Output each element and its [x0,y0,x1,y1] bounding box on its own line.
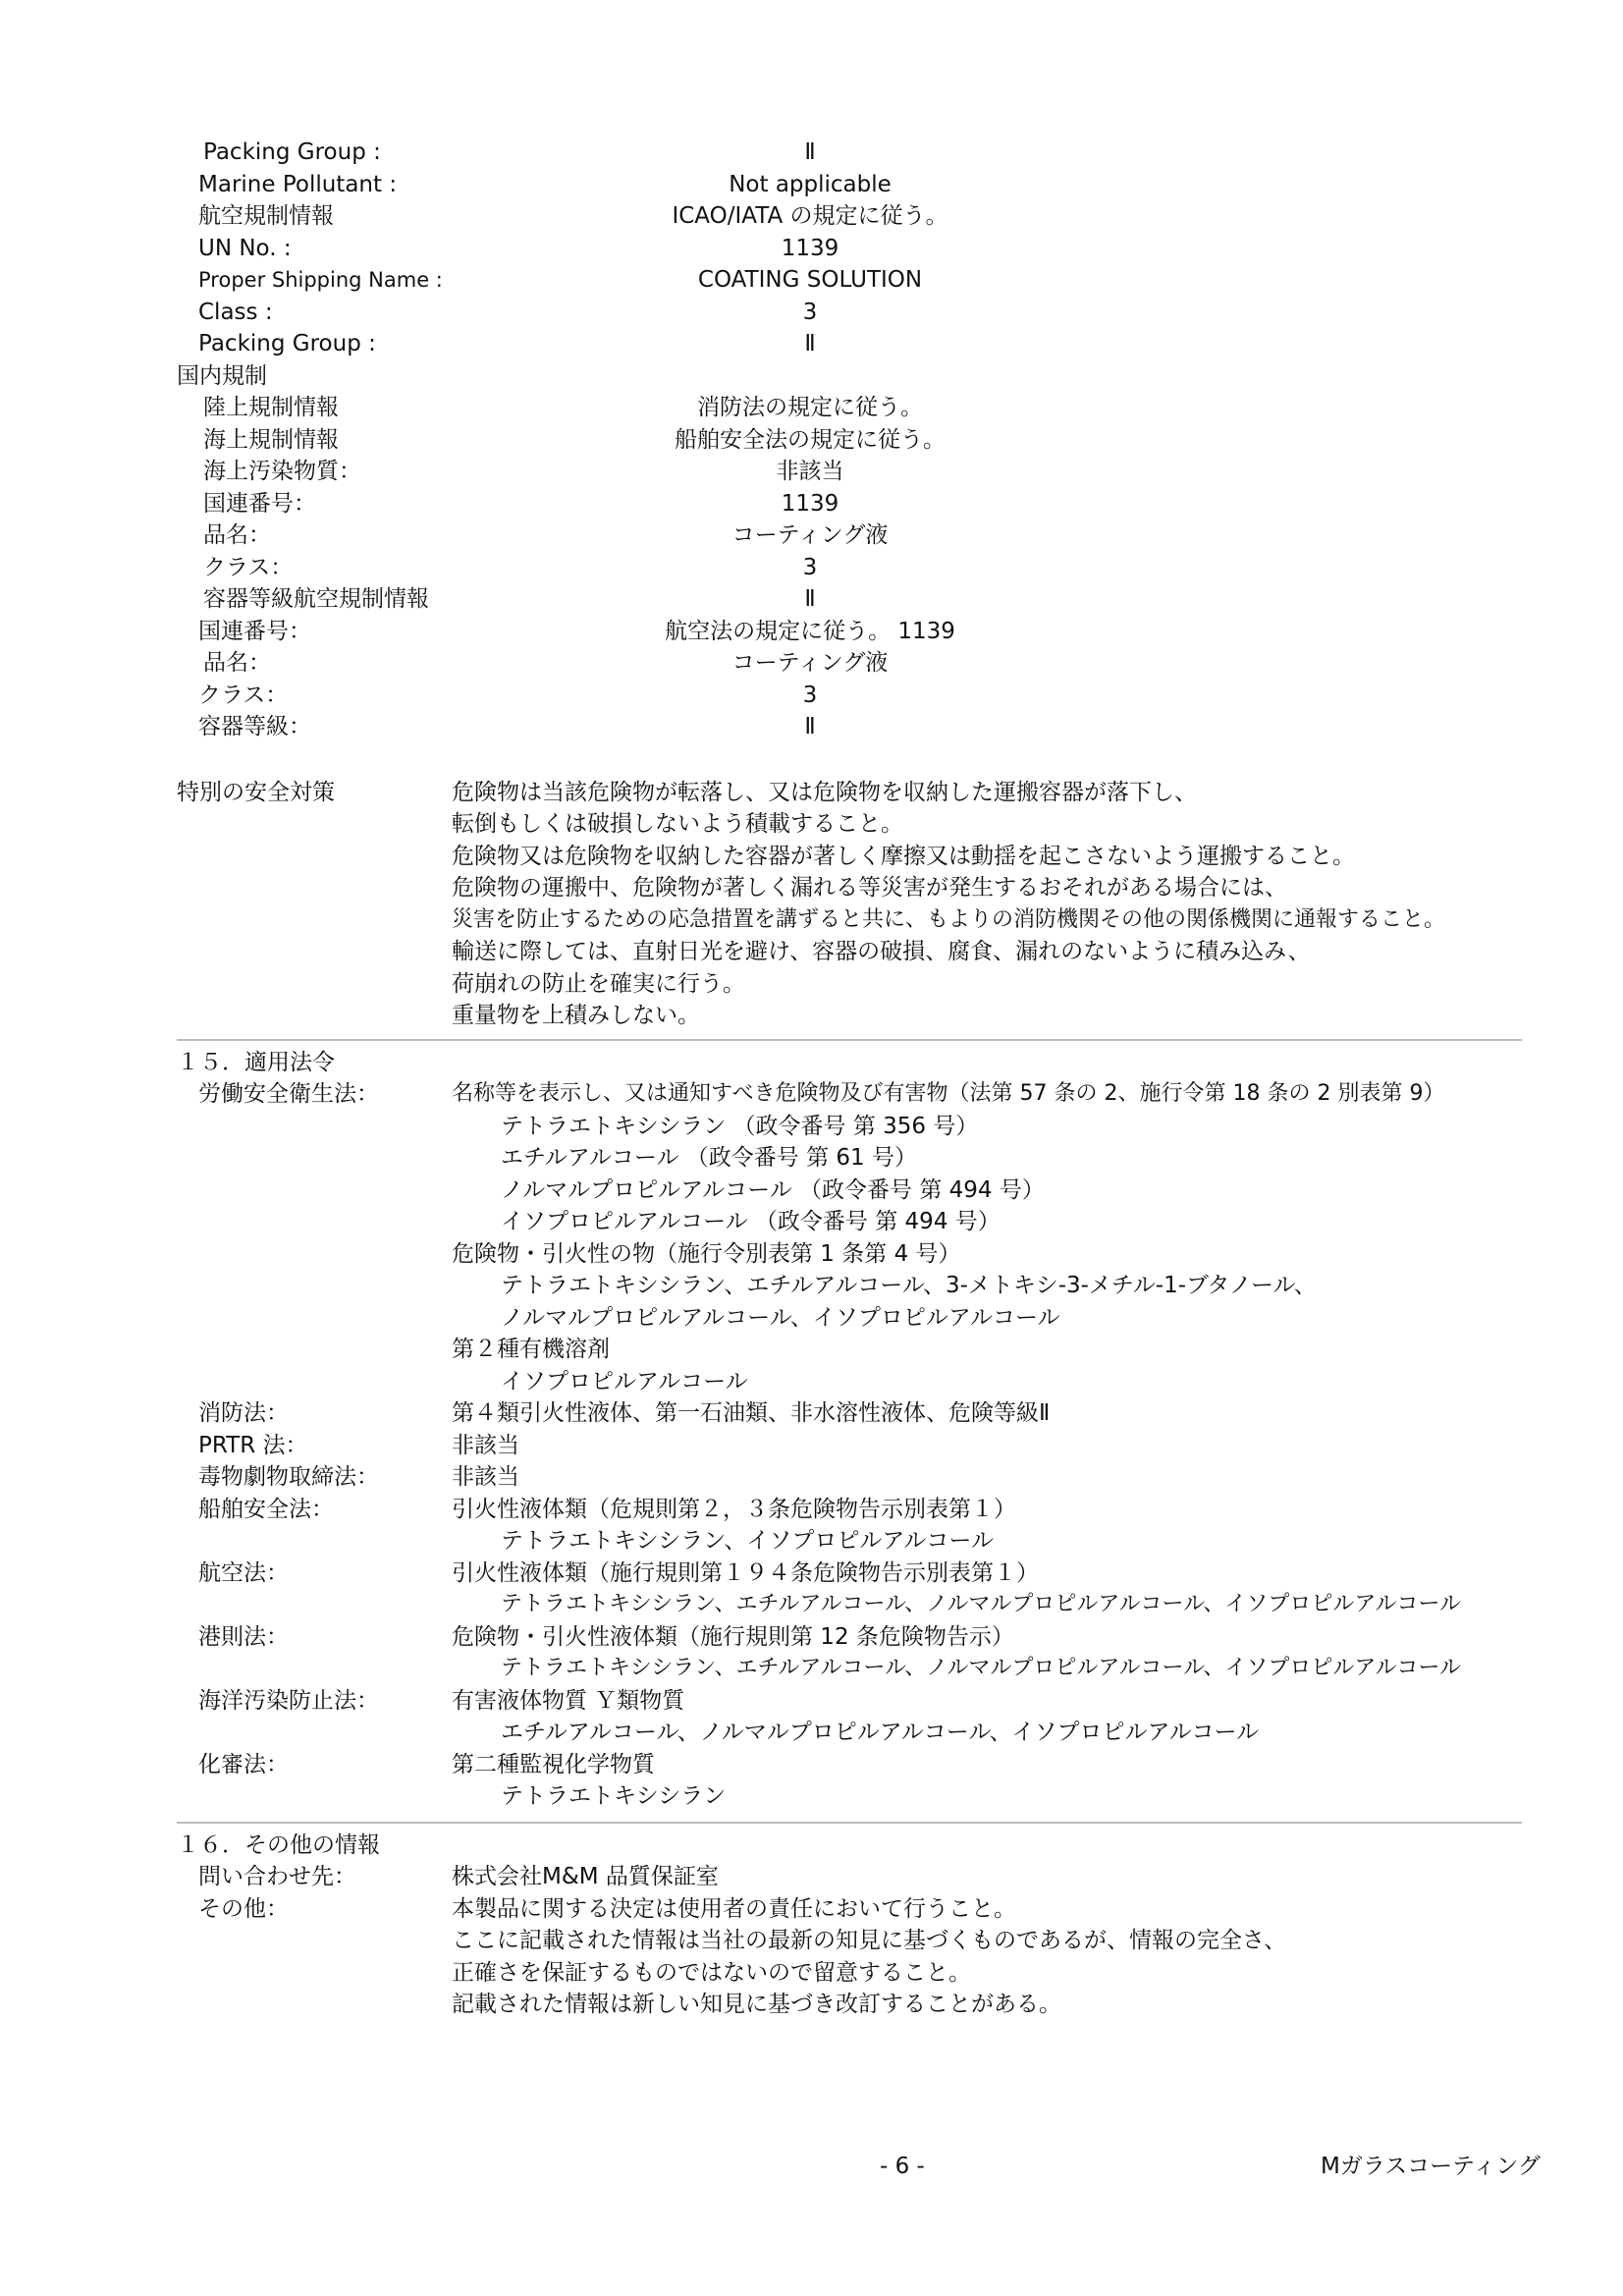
packing-group-row [0,137,1623,168]
row-value: 3 [802,683,818,708]
row-value: Ⅱ [804,331,816,356]
law-text: 有害液体物質 Ｙ類物質 [452,1688,685,1714]
domestic-row [0,583,1623,615]
row-label: 品名： [203,522,271,548]
law-row [0,1334,1623,1365]
row-value: コーティング液 [731,650,889,676]
row-value: 消防法の規定に従う。 [697,395,923,420]
law-text: テトラエトキシシラン、イソプロピルアルコール [501,1528,994,1554]
info-text: 株式会社M&M 品質保証室 [452,1864,719,1889]
law-row [0,1238,1623,1270]
law-row [0,1397,1623,1429]
un-number-row [0,233,1623,264]
law-row [0,1494,1623,1525]
law-row [0,1717,1623,1748]
law-text: 第二種監視化学物質 [452,1752,655,1777]
law-text: 引火性液体類（施行規則第１９４条危険物告示別表第１） [452,1560,1039,1586]
law-text: テトラエトキシシラン、エチルアルコール、ノルマルプロピルアルコール、イソプロピルアルコール [501,1656,1462,1680]
info-text: 正確さを保証するものではないので留意すること。 [452,1960,971,1986]
section-heading-row [0,1047,1623,1078]
law-text: テトラエトキシシラン、エチルアルコール、ノルマルプロピルアルコール、イソプロピルアルコール [501,1592,1462,1616]
law-label: 航空法： [198,1560,289,1586]
page-number: - 6 - [880,2154,925,2179]
row-value: 3 [802,555,818,580]
law-row [0,1175,1623,1206]
law-row [0,1558,1623,1589]
special-safety-line: 災害を防止するための応急措置を講ずると共に、もよりの消防機関その他の関係機関に通報すること。 [452,907,1446,932]
domestic-row [0,647,1623,679]
info-label: その他： [198,1896,289,1922]
domestic-row [0,519,1623,551]
law-text: ノルマルプロピルアルコール （政令番号 第 494 号） [501,1177,1045,1203]
law-text: テトラエトキシシラン、エチルアルコール、3-メトキシ-3-メチル-1-ブタノール、 [501,1273,1317,1298]
law-label: 港則法： [198,1624,289,1650]
law-text: イソプロピルアルコール （政令番号 第 494 号） [501,1209,1001,1234]
row-label: 国連番号： [198,619,311,644]
special-safety-row [0,968,1623,1000]
law-text: 第２種有機溶剤 [452,1337,610,1362]
special-safety-row [0,841,1623,872]
row-label: 国連番号： [203,491,316,517]
law-label: 海洋汚染防止法： [198,1688,379,1714]
law-label: 化審法： [198,1752,289,1777]
law-text: 名称等を表示し、又は通知すべき危険物及び有害物（法第 57 条の 2、施行令第 18 条の 2 別表第 9） [452,1081,1445,1106]
info-row [0,1925,1623,1956]
law-row [0,1461,1623,1493]
section-heading: 国内規制 [177,363,267,389]
info-label: 問い合わせ先： [198,1864,356,1889]
row-label: 容器等級航空規制情報 [203,586,429,612]
row-value: Not applicable [729,172,892,197]
row-label: Packing Group : [203,139,381,165]
special-safety-line: 重量物を上積みしない。 [452,1003,700,1028]
law-row [0,1111,1623,1142]
law-row [0,1685,1623,1717]
row-label: 容器等級： [198,714,311,739]
row-label: 陸上規制情報 [203,395,339,420]
special-safety-line: 危険物の運搬中、危険物が著しく漏れる等災害が発生するおそれがある場合には、 [452,875,1287,901]
row-label: クラス： [203,555,294,580]
law-text: エチルアルコール、ノルマルプロピルアルコール、イソプロピルアルコール [501,1720,1260,1745]
row-label: Packing Group : [198,331,376,356]
law-row [0,1780,1623,1812]
row-value: 3 [802,300,818,325]
row-value: Ⅱ [804,714,816,739]
proper-shipping-name-row [0,264,1623,296]
marine-pollutant-row [0,169,1623,200]
special-safety-row [0,904,1623,936]
row-value: コーティング液 [731,522,889,548]
law-text: 危険物・引火性の物（施行令別表第 1 条第 4 号） [452,1241,961,1267]
section-divider [177,1039,1522,1041]
law-row [0,1270,1623,1301]
domestic-row [0,616,1623,647]
row-label: 品名： [203,650,271,676]
domestic-row [0,552,1623,583]
law-text: テトラエトキシシラン [501,1783,727,1809]
info-row [0,1957,1623,1989]
section-heading: １６．その他の情報 [177,1832,380,1858]
law-text: テトラエトキシシラン （政令番号 第 356 号） [501,1114,979,1139]
law-label: 毒物劇物取締法： [198,1464,379,1490]
special-safety-row [0,872,1623,903]
domestic-heading-row [0,360,1623,392]
special-safety-line: 転倒もしくは破損しないよう積載すること。 [452,811,903,837]
law-row [0,1302,1623,1334]
row-label: クラス： [198,683,289,708]
law-row [0,1749,1623,1780]
row-label: 航空規制情報 [198,203,334,229]
special-safety-line: 危険物又は危険物を収納した容器が著しく摩擦又は動揺を起こさないよう運搬すること。 [452,844,1355,869]
info-row [0,1893,1623,1925]
row-value: COATING SOLUTION [697,267,923,293]
domestic-row [0,680,1623,711]
domestic-row [0,424,1623,456]
info-text: 本製品に関する決定は使用者の責任において行うこと。 [452,1896,1016,1922]
footer-product-name: Mガラスコーティング [1321,2154,1541,2179]
row-label: Marine Pollutant : [198,172,398,197]
info-row [0,1861,1623,1892]
special-safety-row [0,777,1623,808]
info-text: ここに記載された情報は当社の最新の知見に基づくものであるが、情報の完全さ、 [452,1928,1287,1953]
law-text: ノルマルプロピルアルコール、イソプロピルアルコール [501,1305,1060,1331]
row-value: 航空法の規定に従う。 1139 [665,619,955,644]
law-label: PRTR 法： [198,1433,308,1458]
domestic-row [0,392,1623,423]
domestic-row [0,711,1623,742]
row-value: 非該当 [776,459,844,484]
law-text: 第４類引火性液体、第一石油類、非水溶性液体、危険等級Ⅱ [452,1400,1051,1426]
law-label: 船舶安全法： [198,1497,334,1522]
law-text: イソプロピルアルコール [501,1369,748,1394]
domestic-row [0,456,1623,487]
law-row [0,1366,1623,1397]
row-value: ICAO/IATA の規定に従う。 [672,203,948,229]
special-safety-label: 特別の安全対策 [177,780,335,805]
law-text: 非該当 [452,1433,519,1458]
row-label: 海上汚染物質： [203,459,361,484]
row-label: 海上規制情報 [203,427,339,453]
row-value: Ⅱ [804,139,816,165]
law-row [0,1206,1623,1237]
info-text: 記載された情報は新しい知見に基づき改訂することがある。 [452,1992,1061,2017]
law-row [0,1430,1623,1461]
row-label: UN No. : [198,236,292,261]
section-heading-row [0,1830,1623,1861]
law-text: エチルアルコール （政令番号 第 61 号） [501,1145,917,1171]
domestic-row [0,488,1623,519]
section-heading: １５．適用法令 [177,1050,335,1075]
row-value: 船舶安全法の規定に従う。 [675,427,946,453]
law-row [0,1525,1623,1557]
row-label: Proper Shipping Name : [198,268,443,292]
law-text: 非該当 [452,1464,519,1490]
law-text: 引火性液体類（危規則第２，３条危険物告示別表第１） [452,1497,1016,1522]
law-row [0,1589,1623,1620]
law-row [0,1078,1623,1110]
class-row [0,297,1623,328]
law-text: 危険物・引火性液体類（施行規則第 12 条危険物告示） [452,1624,1014,1650]
special-safety-row [0,936,1623,967]
air-regulation-row [0,200,1623,232]
packing-group-row [0,328,1623,359]
law-row [0,1653,1623,1684]
special-safety-line: 危険物は当該危険物が転落し、又は危険物を収納した運搬容器が落下し、 [452,780,1197,805]
section-divider [177,1822,1522,1824]
row-label: Class : [198,300,273,325]
law-label: 消防法： [198,1400,289,1426]
law-label: 労働安全衛生法： [198,1081,379,1107]
row-value: Ⅱ [804,586,816,612]
info-row [0,1989,1623,2020]
law-row [0,1621,1623,1653]
special-safety-row [0,808,1623,840]
row-value: 1139 [781,236,839,261]
special-safety-line: 輸送に際しては、直射日光を避け、容器の破損、腐食、漏れのないように積み込み、 [452,939,1311,964]
special-safety-line: 荷崩れの防止を確実に行う。 [452,971,745,997]
law-row [0,1142,1623,1174]
special-safety-row [0,1000,1623,1031]
row-value: 1139 [781,491,839,517]
